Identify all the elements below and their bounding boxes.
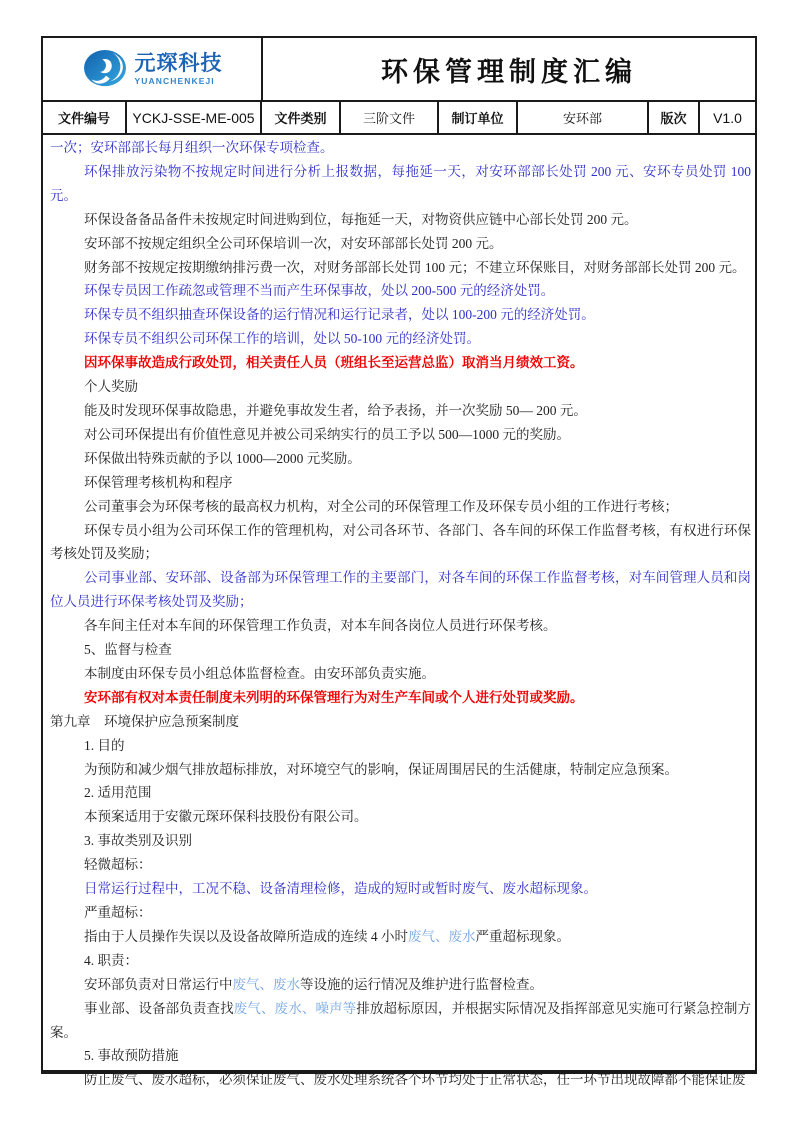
doc-line: [50, 279, 751, 303]
doc-line-segment: 废气、废水: [232, 976, 300, 992]
doc-line-segment: 5. 事故预防措施: [84, 1048, 179, 1064]
doc-line: [50, 1044, 751, 1068]
doc-line: [50, 686, 751, 710]
doc-line-segment: 等设施的运行情况及维护进行监督检查。: [300, 976, 543, 992]
doc-line-segment: 环保管理考核机构和程序: [84, 474, 233, 490]
doc-line: [50, 638, 751, 662]
doc-line: [50, 399, 751, 423]
doc-line: [50, 734, 751, 758]
doc-line-segment: 环保专员因工作疏忽或管理不当而产生环保事故，处以 200-500 元的经济处罚。: [84, 283, 555, 299]
doc-line-segment: 5、监督与检查: [84, 642, 172, 658]
doc-line-segment: 轻微超标：: [84, 857, 152, 873]
doc-line-segment: 指由于人员操作失误以及设备故障所造成的连续 4 小时: [84, 928, 408, 944]
doc-line: [50, 160, 751, 208]
doc-line-segment: 排放超标原因，并根据实际情况及指挥部意见实施可行紧急控制方案。: [50, 1000, 752, 1040]
doc-line-segment: 环保专员不组织公司环保工作的培训，处以 50-100 元的经济处罚。: [84, 331, 480, 347]
doc-line-segment: 环保专员小组为公司环保工作的管理机构，对公司各环节、各部门、各车间的环保工作监督考核，有权进行环保考核处罚及奖励；: [50, 522, 751, 562]
doc-line-segment: 安环部有权对本责任制度未列明的环保管理行为对生产车间或个人进行处罚或奖励。: [84, 689, 584, 705]
doc-line-segment: 财务部不按规定按期缴纳排污费一次，对财务部部长处罚 100 元；不建立环保账目，对财务部部长处罚 200 元。: [84, 259, 746, 275]
doc-line-segment: 严重超标：: [84, 905, 152, 920]
doc-line-segment: 公司事业部、安环部、设备部为环保管理工作的主要部门，对各车间的环保工作监督考核，对车间管理人员和岗位人员进行环保考核处罚及奖励；: [50, 570, 751, 610]
doc-line: [50, 877, 751, 901]
doc-line-segment: 废气、废水、噪声等: [233, 1000, 357, 1016]
meta-value-version: V1.0: [713, 109, 742, 126]
document-body: [43, 135, 755, 1088]
doc-line: [50, 375, 751, 399]
meta-label-doc-category: 文件类别: [262, 102, 341, 133]
doc-line: [50, 997, 751, 1045]
doc-line-segment: 2. 适用范围: [84, 785, 152, 801]
doc-line-segment: 日常运行过程中，工况不稳、设备清理检修，造成的短时或暂时废气、废水超标现象。: [84, 881, 597, 897]
doc-line-segment: 安环部不按规定组织全公司环保培训一次，对安环部部长处罚 200 元。: [84, 235, 503, 251]
doc-line: [50, 351, 751, 375]
doc-line-segment: 环保专员不组织抽查环保设备的运行情况和运行记录者，处以 100-200 元的经济处罚。: [84, 307, 595, 323]
doc-line-segment: 个人奖励: [84, 379, 138, 395]
doc-line: [50, 901, 751, 925]
doc-line-segment: 对公司环保提出有价值性意见并被公司采纳实行的员工予以 500—1000 元的奖励。: [84, 426, 570, 442]
doc-line-segment: 环保设备备品备件未按规定时间进购到位，每拖延一天，对物资供应链中心部长处罚 200 元。: [84, 211, 638, 227]
doc-line-segment: 为预防和减少烟气排放超标排放，对环境空气的影响，保证周围居民的生活健康，特制定应急预案。: [84, 761, 678, 777]
logo-company-name: 元琛科技: [134, 51, 223, 75]
doc-line: [50, 710, 751, 734]
logo-text-block: [135, 53, 223, 86]
doc-line-segment: 能及时发现环保事故隐患，并避免事故发生者，给予表扬，并一次奖励 50— 200 元。: [84, 402, 587, 418]
doc-line-segment: 废气、废水: [408, 928, 476, 944]
doc-line: [50, 136, 751, 160]
doc-line: [50, 303, 751, 327]
doc-line: [50, 662, 751, 686]
doc-line: [50, 208, 751, 232]
doc-line: [50, 949, 751, 973]
doc-line-segment: 本预案适用于安徽元琛环保科技股份有限公司。: [84, 809, 368, 825]
doc-line: [50, 973, 751, 997]
doc-line-segment: 本制度由环保专员小组总体监督检查。由安环部负责实施。: [84, 665, 435, 681]
meta-value-doc-category: 三阶文件: [341, 102, 439, 133]
doc-line: [50, 256, 751, 280]
doc-line: [50, 758, 751, 782]
doc-line: [50, 566, 751, 614]
doc-line: [50, 447, 751, 471]
meta-value-doc-number: YCKJ-SSE-ME-005: [127, 102, 262, 133]
doc-line: [50, 232, 751, 256]
doc-line: [50, 781, 751, 805]
doc-line: [50, 1068, 751, 1092]
doc-line: [50, 327, 751, 351]
doc-line: [50, 519, 751, 567]
doc-line: [50, 829, 751, 853]
doc-line-segment: 环保做出特殊贡献的予以 1000—2000 元奖励。: [84, 450, 361, 466]
doc-line: [50, 614, 751, 638]
logo-company-subtitle: YUANCHENKEJI: [134, 75, 215, 86]
header-row-top: [43, 38, 755, 102]
doc-line-segment: 严重超标现象。: [475, 928, 570, 944]
company-logo: [43, 38, 263, 100]
document-sheet: [41, 36, 757, 1088]
document-title: 环保管理制度汇编: [381, 56, 637, 87]
doc-line-segment: 公司董事会为环保考核的最高权力机构，对全公司的环保管理工作及环保专员小组的工作进行考核；: [84, 498, 678, 514]
doc-line: [50, 853, 751, 877]
doc-line-segment: 防止废气、废水超标，必须保证废气、废水处理系统各个环节均处于正常状态，任一环节出现故障都不能保证废: [84, 1072, 746, 1088]
doc-line: [50, 805, 751, 829]
meta-label-issuing-unit: 制订单位: [439, 102, 518, 133]
doc-line: [50, 925, 751, 949]
meta-label-doc-number: 文件编号: [43, 102, 127, 133]
doc-line: [50, 471, 751, 495]
meta-row: [43, 102, 755, 135]
meta-value-issuing-unit: 安环部: [518, 102, 649, 133]
doc-line-segment: 各车间主任对本车间的环保管理工作负责，对本车间各岗位人员进行环保考核。: [84, 618, 557, 634]
doc-line-segment: 因环保事故造成行政处罚，相关责任人员（班组长至运营总监）取消当月绩效工资。: [84, 355, 584, 371]
meta-label-version: 版次: [649, 102, 700, 133]
doc-line-segment: 4. 职责：: [84, 952, 138, 968]
doc-line-segment: 3. 事故类别及识别: [84, 833, 192, 849]
doc-line-segment: 安环部负责对日常运行中: [84, 976, 233, 992]
doc-line: [50, 495, 751, 519]
logo-globe-icon: [82, 49, 128, 89]
doc-line-segment: 一次；安环部部长每月组织一次环保专项检查。: [50, 140, 334, 155]
doc-line: [50, 423, 751, 447]
doc-line-segment: 环保排放污染物不按规定时间进行分析上报数据，每拖延一天，对安环部部长处罚 200 元、安环专员处罚 100 元。: [50, 163, 751, 203]
doc-line-segment: 1. 目的: [84, 737, 125, 753]
doc-line-segment: 事业部、设备部负责查找: [84, 1000, 234, 1016]
doc-line-segment: 第九章 环境保护应急预案制度: [50, 713, 239, 729]
